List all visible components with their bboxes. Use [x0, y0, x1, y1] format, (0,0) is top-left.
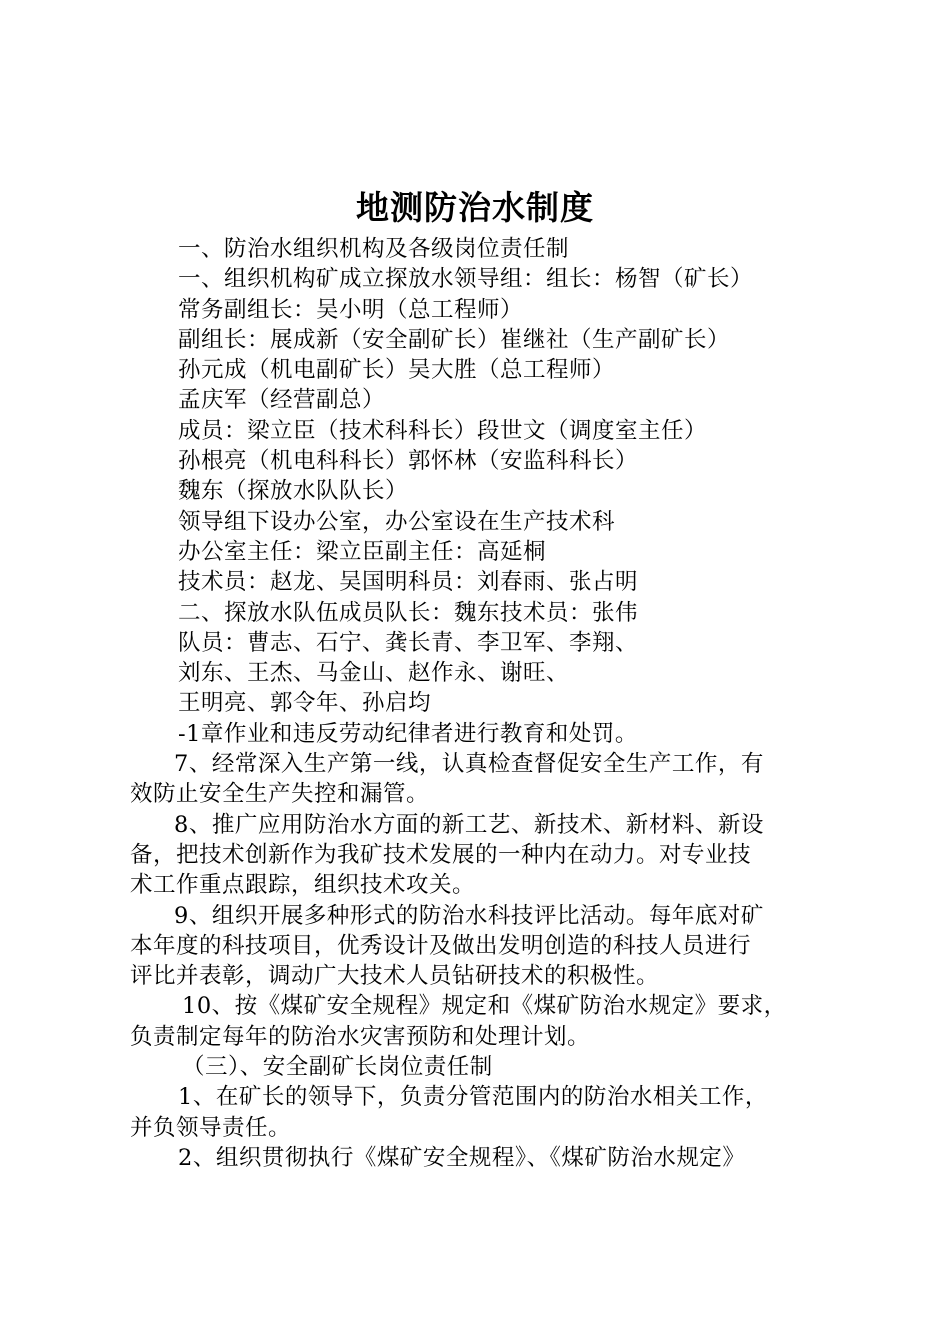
paragraph-line: 本年度的科技项目，优秀设计及做出发明创造的科技人员进行: [130, 932, 752, 959]
paragraph-line: 办公室主任：梁立臣副主任：高延桐: [178, 538, 547, 565]
paragraph-line: 队员：曹志、石宁、龚长青、李卫军、李翔、: [178, 629, 639, 656]
paragraph-line: 2、组织贯彻执行《煤矿安全规程》、《煤矿防治水规定》: [178, 1144, 746, 1171]
paragraph-line: 领导组下设办公室，办公室设在生产技术科: [178, 508, 616, 535]
paragraph-line: 技术员：赵龙、吴国明科员：刘春雨、张占明: [178, 569, 639, 596]
paragraph-line: 7、经常深入生产第一线，认真检查督促安全生产工作，有: [174, 751, 764, 778]
paragraph-line: 孟庆军（经营副总）: [178, 387, 386, 414]
paragraph-line: 9、组织开展多种形式的防治水科技评比活动。每年底对矿: [174, 902, 764, 929]
paragraph-line: 孙元成（机电副矿长）吴大胜（总工程师）: [178, 357, 616, 384]
paragraph-line: 孙根亮（机电科科长）郭怀林（安监科科长）: [178, 448, 639, 475]
paragraph-line: 负责制定每年的防治水灾害预防和处理计划。: [130, 1023, 591, 1050]
paragraph-line: 备，把技术创新作为我矿技术发展的一种内在动力。对专业技: [130, 841, 752, 868]
section-heading: 一、防治水组织机构及各级岗位责任制: [178, 236, 570, 262]
paragraph-line: 术工作重点跟踪，组织技术攻关。: [130, 872, 476, 899]
paragraph-line: 并负领导责任。: [130, 1114, 292, 1141]
paragraph-line: 10、按《煤矿安全规程》规定和《煤矿防治水规定》要求，: [182, 993, 787, 1020]
paragraph-line: 1、在矿长的领导下，负责分管范围内的防治水相关工作，: [178, 1084, 768, 1111]
paragraph-line: 刘东、王杰、马金山、赵作永、谢旺、: [178, 660, 570, 687]
section-heading: （三）、安全副矿长岗位责任制: [182, 1054, 493, 1081]
paragraph-line: 评比并表彰，调动广大技术人员钻研技术的积极性。: [130, 963, 660, 990]
paragraph-line: 成员：梁立臣（技术科科长）段世文（调度室主任）: [178, 417, 708, 444]
paragraph-line: 魏东（探放水队队长）: [178, 478, 409, 505]
document-body: [130, 234, 850, 1173]
paragraph-line: 一、组织机构矿成立探放水领导组：组长：杨智（矿长）: [178, 266, 754, 293]
paragraph-line: -1章作业和违反劳动纪律者进行教育和处罚。: [178, 720, 638, 747]
paragraph-line: 二、探放水队伍成员队长：魏东技术员：张伟: [178, 599, 639, 626]
paragraph-line: 常务副组长：吴小明（总工程师）: [178, 296, 524, 323]
paragraph-line: 副组长：展成新（安全副矿长）崔继社（生产副矿长）: [178, 326, 731, 353]
document-title: 地测防治水制度: [356, 188, 594, 227]
paragraph-line: 王明亮、郭令年、孙启均: [178, 690, 432, 717]
paragraph-line: 8、推广应用防治水方面的新工艺、新技术、新材料、新设: [174, 811, 764, 838]
paragraph-line: 效防止安全生产失控和漏管。: [130, 781, 430, 808]
